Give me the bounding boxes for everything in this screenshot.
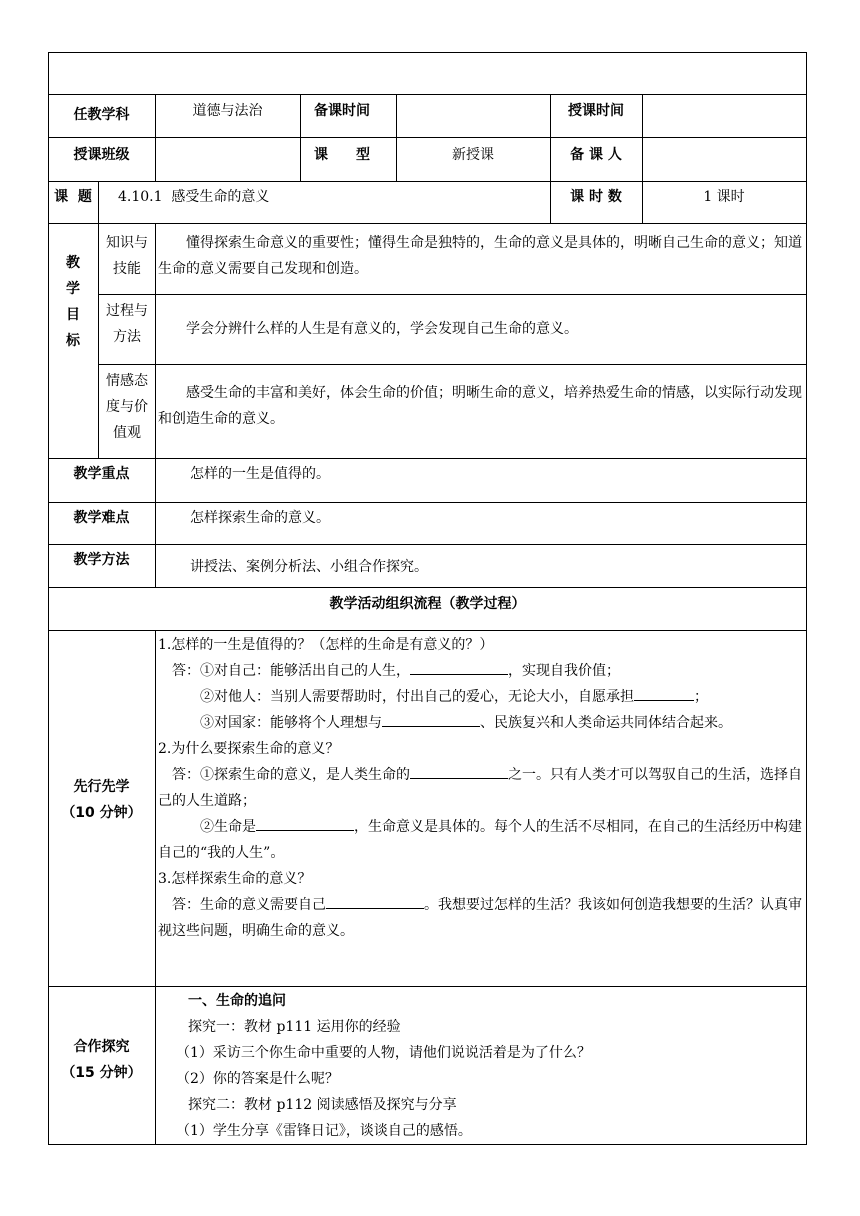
preview-question-1: 1.怎样的一生是值得的？（怎样的生命是有意义的？） xyxy=(158,637,494,653)
prep-time-label: 备课时间 xyxy=(314,103,370,119)
topic-label: 课 题 xyxy=(54,189,92,205)
explore-2-q1: （1）学生分享《雷锋日记》，谈谈自己的感悟。 xyxy=(176,1123,472,1139)
fill-blank[interactable] xyxy=(256,816,354,831)
class-value xyxy=(155,137,300,181)
fill-blank[interactable] xyxy=(382,712,480,727)
goal-emotion-label: 情感态度与价值观 xyxy=(106,373,148,441)
coop-time: （15 分钟） xyxy=(61,1065,142,1081)
difficulty-label: 教学难点 xyxy=(73,510,130,526)
preview-answer-1-3: ③对国家：能够将个人理想与 、民族复兴和人类命运共同体结合起来。 xyxy=(158,710,806,736)
goal-knowledge-text: 懂得探索生命意义的重要性；懂得生命是独特的，生命的意义是具体的，明晰自己生命的意义；知道生命的意义需要自己发现和创造。 xyxy=(158,235,802,277)
teach-time-value xyxy=(642,94,806,137)
fill-blank[interactable] xyxy=(410,660,508,675)
difficulty-text: 怎样探索生命的意义。 xyxy=(190,510,330,526)
preparer-value xyxy=(642,137,806,181)
coop-label: 合作探究 xyxy=(73,1039,130,1055)
preview-label: 先行先学 xyxy=(73,779,130,795)
goal-process-label: 过程与方法 xyxy=(106,303,148,345)
class-label: 授课班级 xyxy=(73,147,130,163)
goal-knowledge-label: 知识与技能 xyxy=(106,235,148,277)
preview-answer-3: 答：生命的意义需要自己 。我想要过怎样的生活？我该如何创造我想要的生活？认真审视这些问题，明确生命的意义。 xyxy=(158,892,806,944)
preview-answer-2-2: ②生命是 ，生命意义是具体的。每个人的生活不尽相同，在自己的生活经历中构建自己的“我的人生”。 xyxy=(158,814,806,866)
process-title: 教学活动组织流程（教学过程） xyxy=(329,596,526,612)
preparer-label: 备 课 人 xyxy=(570,147,622,163)
subject-label: 任教学科 xyxy=(73,107,130,123)
goals-label: 教 学 目 标 xyxy=(66,255,80,349)
hours-label: 课 时 数 xyxy=(570,189,622,205)
preview-question-3: 3.怎样探索生命的意义？ xyxy=(158,871,312,887)
subject-value: 道德与法治 xyxy=(192,103,263,119)
method-text: 讲授法、案例分析法、小组合作探究。 xyxy=(190,559,428,575)
prep-time-value xyxy=(396,94,550,137)
fill-blank[interactable] xyxy=(410,764,508,779)
fill-blank[interactable] xyxy=(634,686,694,701)
topic-value: 4.10.1 感受生命的意义 xyxy=(118,189,270,205)
coop-heading: 一、生命的追问 xyxy=(188,993,286,1009)
preview-answer-1-1: 答：①对自己：能够活出自己的人生， ，实现自我价值； xyxy=(158,658,806,684)
key-point-text: 怎样的一生是值得的。 xyxy=(190,466,330,482)
explore-2: 探究二：教材 p112 阅读感悟及探究与分享 xyxy=(188,1097,457,1113)
method-label: 教学方法 xyxy=(73,552,130,568)
hours-value: 1 课时 xyxy=(703,189,745,205)
goal-process-text: 学会分辨什么样的人生是有意义的，学会发现自己生命的意义。 xyxy=(186,321,578,337)
preview-time: （10 分钟） xyxy=(61,805,142,821)
explore-1-q2: （2）你的答案是什么呢？ xyxy=(176,1071,339,1087)
lesson-type-value: 新授课 xyxy=(452,147,494,163)
teach-time-label: 授课时间 xyxy=(568,103,624,119)
preview-answer-2-1: 答：①探索生命的意义，是人类生命的 之一。只有人类才可以驾驭自己的生活，选择自己的人生道路； xyxy=(158,762,806,814)
key-point-label: 教学重点 xyxy=(73,466,130,482)
fill-blank[interactable] xyxy=(326,894,424,909)
preview-answer-1-2: ②对他人：当别人需要帮助时，付出自己的爱心，无论大小，自愿承担 ； xyxy=(158,684,806,710)
lesson-type-label: 课 型 xyxy=(314,147,370,163)
preview-question-2: 2.为什么要探索生命的意义？ xyxy=(158,741,340,757)
preview-content xyxy=(158,632,806,944)
coop-content xyxy=(158,988,806,1144)
explore-1-q1: （1）采访三个你生命中重要的人物，请他们说说活着是为了什么？ xyxy=(176,1045,591,1061)
explore-1: 探究一：教材 p111 运用你的经验 xyxy=(188,1019,401,1035)
goal-emotion-text: 感受生命的丰富和美好，体会生命的价值；明晰生命的意义，培养热爱生命的情感，以实际行动发现和创造生命的意义。 xyxy=(158,385,802,427)
